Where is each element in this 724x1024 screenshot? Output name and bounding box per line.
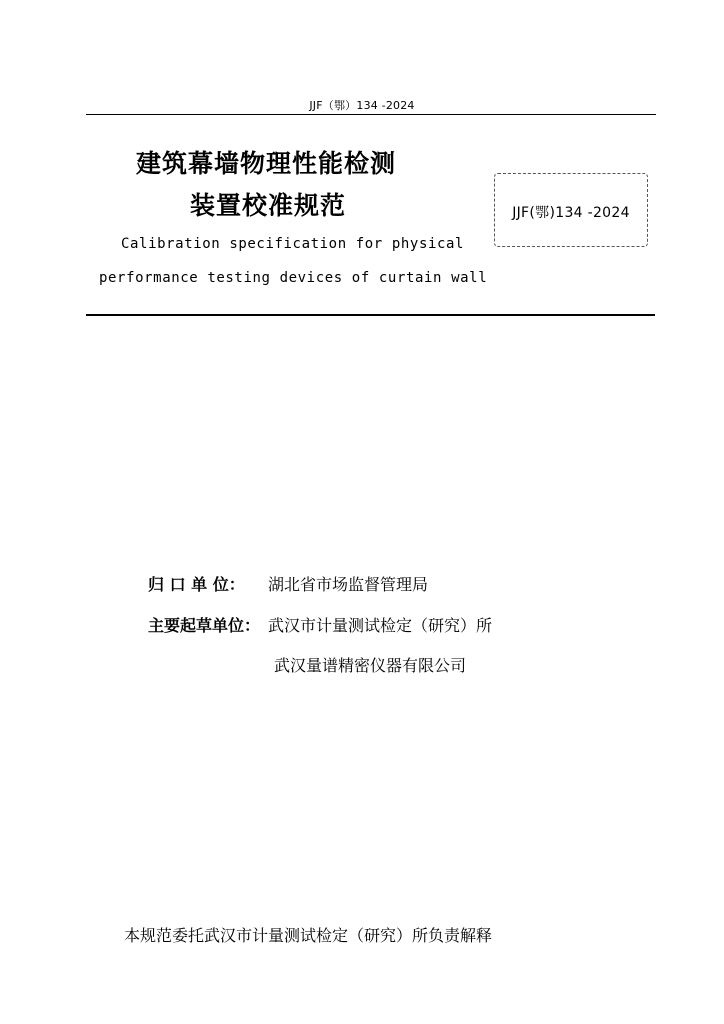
title-chinese-line1: 建筑幕墙物理性能检测 [136, 149, 397, 178]
authority-value: 湖北省市场监督管理局 [268, 575, 429, 594]
drafter-value-1: 武汉市计量测试检定（研究）所 [268, 616, 493, 635]
title-english-line1: Calibration specification for physical [121, 236, 465, 252]
drafter-value-2: 武汉量谱精密仪器有限公司 [274, 656, 467, 675]
header-standard-code: JJF（鄂）134 -2024 [309, 99, 415, 112]
header-rule [86, 114, 656, 115]
authority-label: 归 口 单 位： [148, 575, 245, 594]
title-chinese-line2: 装置校准规范 [190, 191, 347, 220]
standard-code-box [494, 173, 648, 247]
title-english-line2: performance testing devices of curtain wall [99, 270, 488, 286]
standard-code-box-text: JJF(鄂)134 -2024 [512, 205, 630, 221]
drafter-label: 主要起草单位： [148, 616, 261, 635]
title-rule [86, 314, 655, 316]
interpretation-note: 本规范委托武汉市计量测试检定（研究）所负责解释 [124, 926, 493, 945]
